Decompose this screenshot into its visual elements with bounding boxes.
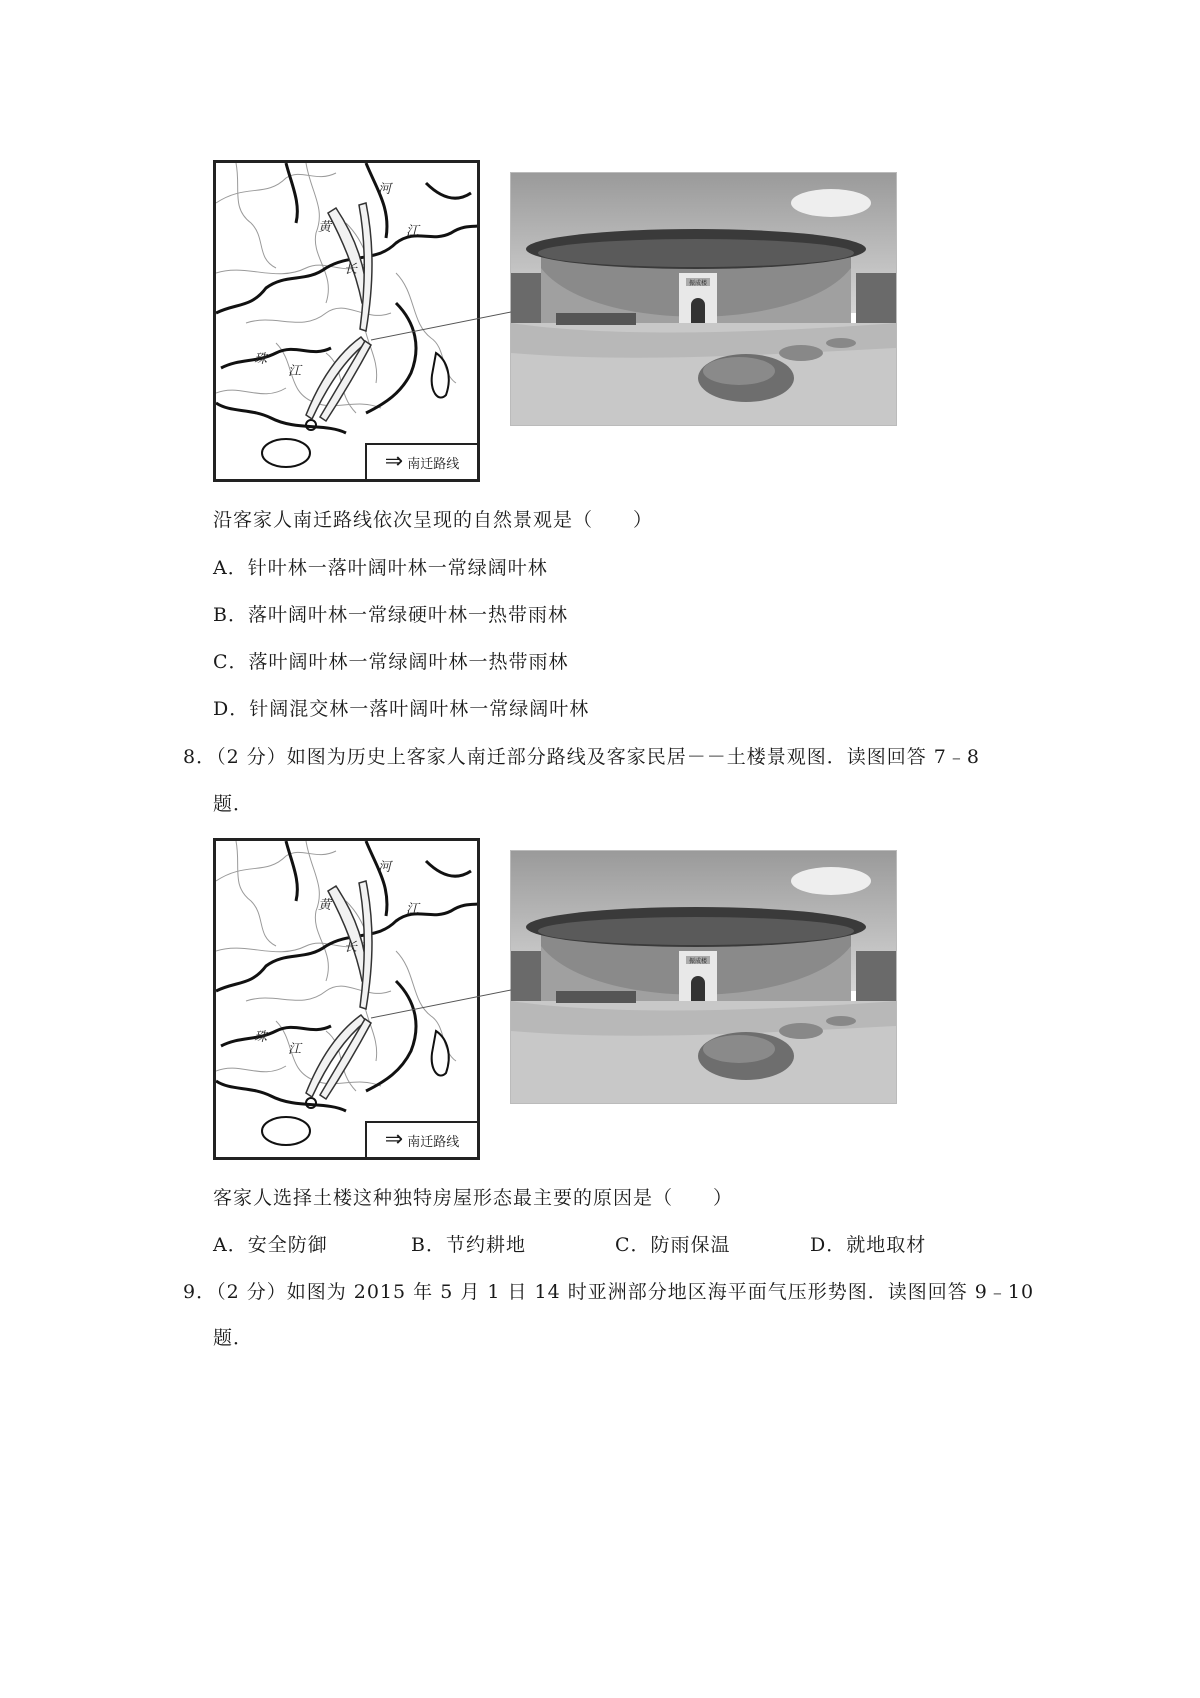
map-legend	[365, 1121, 477, 1157]
migration-map	[213, 160, 480, 482]
tulou-photo	[510, 172, 897, 426]
q8-option-d[interactable]: D．就地取材	[810, 1234, 927, 1256]
map-label-chang: 长	[344, 940, 358, 955]
legend-label: 南迁路线	[407, 456, 460, 472]
map-label-huang: 黄	[318, 898, 332, 913]
migration-map	[213, 838, 480, 1160]
figure-hakka-migration-2	[213, 838, 913, 1163]
tulou-sign: 振成楼	[688, 958, 708, 965]
q8-header-line2: 题．	[213, 793, 254, 815]
map-label-jiang2: 江	[288, 1042, 302, 1057]
q8-option-c[interactable]: C．防雨保温	[615, 1234, 731, 1256]
map-label-jiang2: 江	[288, 364, 302, 379]
tulou-photo	[510, 850, 897, 1104]
china-southeast-map	[216, 841, 480, 1160]
map-legend	[365, 443, 477, 479]
double-arrow-icon: ⇒	[384, 1127, 404, 1152]
q7-option-c[interactable]: C．落叶阔叶林一常绿阔叶林一热带雨林	[213, 651, 569, 673]
q8-header-line1: 8．（2 分）如图为历史上客家人南迁部分路线及客家民居－－土楼景观图．读图回答 7﹣8	[183, 746, 980, 768]
map-label-he: 河	[378, 860, 392, 875]
q7-stem: 沿客家人南迁路线依次呈现的自然景观是（ ）	[213, 509, 654, 531]
map-label-chang: 长	[344, 262, 358, 277]
q7-option-b[interactable]: B．落叶阔叶林一常绿硬叶林一热带雨林	[213, 604, 568, 626]
china-southeast-map	[216, 163, 480, 482]
q8-option-a[interactable]: A．安全防御	[213, 1234, 328, 1256]
map-label-huang: 黄	[318, 220, 332, 235]
map-label-zhu: 珠	[254, 352, 268, 367]
q9-header-line1: 9．（2 分）如图为 2015 年 5 月 1 日 14 时亚洲部分地区海平面气压形势图．读图回答 9﹣10	[183, 1281, 1035, 1303]
q8-stem: 客家人选择土楼这种独特房屋形态最主要的原因是（ ）	[213, 1187, 734, 1209]
map-label-jiang1: 江	[406, 224, 420, 239]
double-arrow-icon: ⇒	[384, 449, 404, 474]
q7-option-d[interactable]: D．针阔混交林一落叶阔叶林一常绿阔叶林	[213, 698, 590, 720]
tulou-sign: 振成楼	[688, 280, 708, 287]
q8-option-b[interactable]: B．节约耕地	[411, 1234, 526, 1256]
map-label-jiang1: 江	[406, 902, 420, 917]
q9-header-line2: 题．	[213, 1327, 254, 1349]
q7-option-a[interactable]: A．针叶林一落叶阔叶林一常绿阔叶林	[213, 557, 548, 579]
map-label-he: 河	[378, 182, 392, 197]
figure-hakka-migration-1	[213, 160, 913, 485]
map-label-zhu: 珠	[254, 1030, 268, 1045]
legend-label: 南迁路线	[407, 1134, 460, 1150]
